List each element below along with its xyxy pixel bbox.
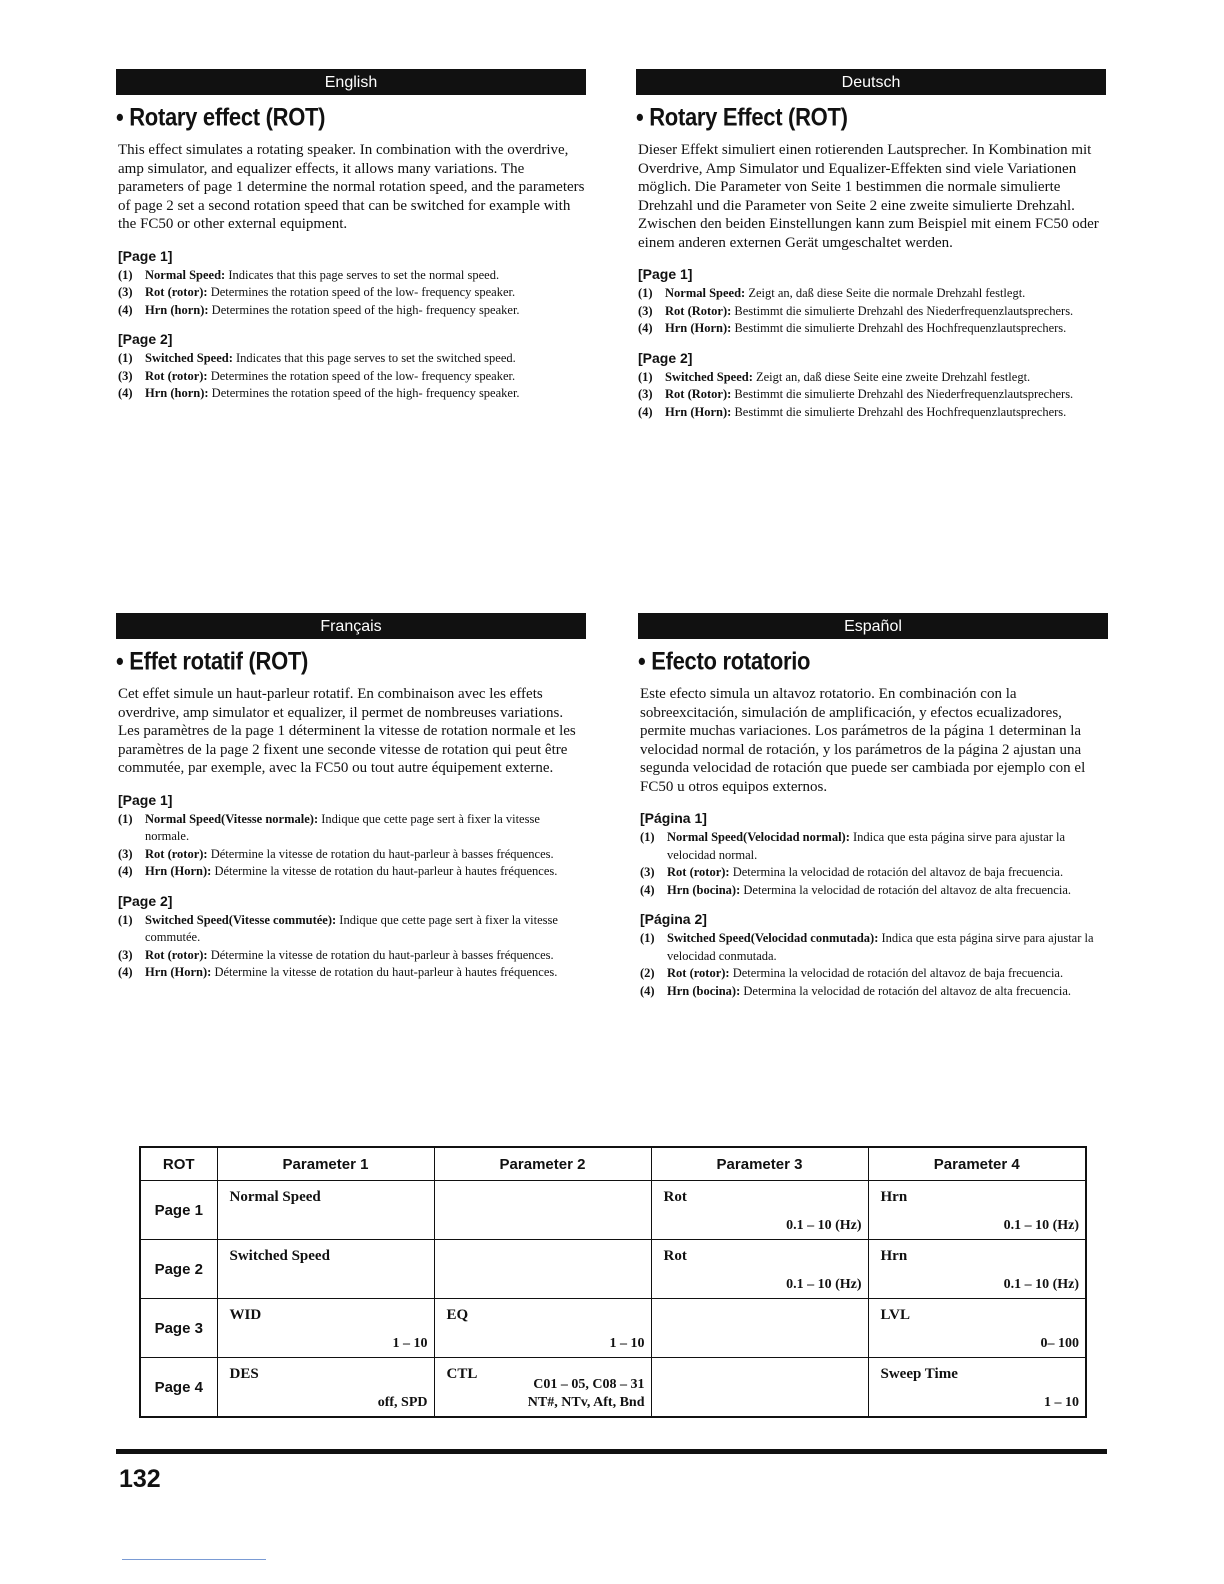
param-range: 0– 100 bbox=[1040, 1336, 1079, 1351]
item-text: Determines the rotation speed of the high- frequency speaker. bbox=[211, 302, 520, 317]
item-text: Indicates that this page serves to set the normal speed. bbox=[228, 267, 500, 282]
list-item bbox=[116, 302, 586, 320]
table-header-row bbox=[140, 1147, 1086, 1181]
item-term: Normal Speed: bbox=[665, 286, 746, 300]
param-name: Sweep Time bbox=[880, 1366, 958, 1382]
table-cell bbox=[217, 1299, 434, 1358]
param-range: 0.1 – 10 (Hz) bbox=[1003, 1218, 1079, 1233]
item-text: Determines the rotation speed of the low- frequency speaker. bbox=[210, 285, 516, 299]
language-bar: Français bbox=[116, 613, 586, 639]
item-term: Rot (Rotor): bbox=[665, 387, 732, 401]
intro-paragraph: Cet effet simule un haut-parleur rotatif. En combinaison avec les effets overdrive, amp simulator et equalizer, il permet de nombreuses variations. Les paramètres de la page 1 déterminent la vitesse de rotation normale et les paramètres de la page 2 fixent une seconde vitesse de rotation qui peut être commutée, par exemple, avec la FC50 ou tout autre équipement externe. bbox=[118, 686, 576, 776]
item-text: Zeigt an, daß diese Seite eine zweite Drehzahl festlegt. bbox=[755, 369, 1031, 384]
language-bar: Deutsch bbox=[636, 69, 1106, 95]
row-label: Page 3 bbox=[140, 1299, 217, 1358]
table-row bbox=[140, 1358, 1086, 1418]
item-term: Hrn (horn): bbox=[145, 386, 209, 400]
list-item bbox=[638, 965, 1108, 983]
item-term: Switched Speed(Velocidad conmutada): bbox=[667, 931, 879, 945]
item-text: Determines the rotation speed of the low- frequency speaker. bbox=[210, 368, 516, 383]
item-number: (4) bbox=[638, 404, 653, 419]
list-item bbox=[116, 811, 586, 846]
item-term: Rot (rotor): bbox=[145, 368, 208, 383]
table-cell bbox=[651, 1181, 868, 1240]
list-item bbox=[116, 284, 586, 302]
table-cell bbox=[434, 1181, 651, 1240]
list-item bbox=[116, 385, 586, 403]
page2-items bbox=[116, 912, 586, 982]
item-number: (4) bbox=[118, 965, 133, 979]
table-row bbox=[140, 1181, 1086, 1240]
item-text: Détermine la vitesse de rotation du haut-parleur à basses fréquences. bbox=[210, 846, 554, 861]
item-term: Normal Speed: bbox=[145, 267, 226, 282]
item-number: (4) bbox=[118, 386, 133, 400]
intro-paragraph: Dieser Effekt simuliert einen rotierenden Lautsprecher. In Kombination mit Overdrive, Amp Simulator und Equalizer-Effekten sind viele Variationen möglich. Die Parameter von Seite 1 bestimmen die normale simulierte Drehzahl und die Parameter von Seite 2 eine zweite simulierte Drehzahl. Zwischen den beiden Einstellungen kann zum Beispiel mit einem FC50 oder einem anderen externen Gerät umgeschaltet werden. bbox=[638, 142, 1099, 251]
item-term: Rot (rotor): bbox=[667, 966, 730, 980]
row-label: Page 2 bbox=[140, 1240, 217, 1299]
table-cell bbox=[868, 1240, 1086, 1299]
page1-heading: [Page 1] bbox=[118, 247, 173, 264]
section-title: • Efecto rotatorio bbox=[638, 647, 811, 675]
item-number: (1) bbox=[118, 912, 133, 927]
param-range: off, SPD bbox=[377, 1395, 428, 1410]
list-item bbox=[636, 303, 1106, 321]
item-text: Indica que esta página sirve para ajustar la velocidad conmutada. bbox=[667, 931, 1094, 963]
francais-section bbox=[116, 613, 586, 994]
page2-heading: [Page 2] bbox=[118, 892, 173, 909]
item-number: (3) bbox=[638, 387, 653, 401]
list-item bbox=[636, 386, 1106, 404]
table-cell bbox=[868, 1358, 1086, 1418]
table-cell bbox=[651, 1358, 868, 1418]
table-cell bbox=[434, 1358, 651, 1418]
list-item bbox=[636, 404, 1106, 422]
item-number: (4) bbox=[118, 864, 133, 878]
section-title: • Rotary Effect (ROT) bbox=[636, 103, 848, 131]
list-item bbox=[636, 320, 1106, 338]
list-item bbox=[116, 863, 586, 881]
footer-rule bbox=[116, 1449, 1107, 1454]
item-text: Détermine la vitesse de rotation du haut-parleur à basses fréquences. bbox=[210, 947, 554, 962]
intro-paragraph: Este efecto simula un altavoz rotatorio. En combinación con la sobreexcitación, simulación de amplificación, y efectos ecualizadores, permite muchas variaciones. Los parámetros de la página 1 determinan la velocidad normal de rotación, y los parámetros de la página 2 ajustan una segunda velocidad de rotación que puede ser cambiada por ejemplo con el FC50 u otros equipos externos. bbox=[640, 686, 1086, 795]
table-cell bbox=[868, 1299, 1086, 1358]
column-header: Parameter 4 bbox=[868, 1147, 1086, 1181]
param-name: CTL bbox=[446, 1366, 478, 1382]
item-number: (1) bbox=[638, 286, 653, 300]
item-text: Determina la velocidad de rotación del altavoz de baja frecuencia. bbox=[732, 966, 1064, 980]
table-cell bbox=[434, 1240, 651, 1299]
item-term: Normal Speed(Velocidad normal): bbox=[667, 830, 850, 844]
section-title: • Rotary effect (ROT) bbox=[116, 103, 326, 131]
page-number: 132 bbox=[119, 1465, 161, 1493]
item-number: (3) bbox=[638, 303, 653, 318]
item-number: (3) bbox=[118, 846, 133, 861]
item-text: Indicates that this page serves to set the switched speed. bbox=[235, 351, 516, 365]
param-name: WID bbox=[229, 1307, 262, 1323]
page1-items bbox=[636, 285, 1106, 338]
item-text: Indique que cette page sert à fixer la vitesse normale. bbox=[145, 811, 540, 843]
list-item bbox=[116, 267, 586, 285]
item-term: Switched Speed(Vitesse commutée): bbox=[145, 912, 337, 927]
footer-line bbox=[122, 1559, 266, 1560]
item-text: Bestimmt die simulierte Drehzahl des Niederfrequenzlautsprechers. bbox=[734, 303, 1074, 318]
param-name: EQ bbox=[446, 1307, 469, 1323]
list-item bbox=[636, 369, 1106, 387]
param-range: 0.1 – 10 (Hz) bbox=[786, 1277, 862, 1292]
item-text: Determina la velocidad de rotación del altavoz de alta frecuencia. bbox=[743, 882, 1071, 897]
list-item bbox=[116, 947, 586, 965]
item-term: Hrn (bocina): bbox=[667, 983, 741, 998]
list-item bbox=[638, 829, 1108, 864]
item-term: Switched Speed: bbox=[665, 369, 753, 384]
item-text: Determina la velocidad de rotación del altavoz de alta frecuencia. bbox=[743, 983, 1071, 998]
table-cell bbox=[434, 1299, 651, 1358]
list-item bbox=[638, 882, 1108, 900]
item-number: (4) bbox=[640, 882, 655, 897]
item-term: Hrn (horn): bbox=[145, 302, 209, 317]
item-term: Hrn (Horn): bbox=[145, 864, 212, 878]
list-item bbox=[638, 864, 1108, 882]
param-name: LVL bbox=[880, 1307, 910, 1323]
item-term: Hrn (Horn): bbox=[145, 965, 212, 979]
item-number: (3) bbox=[640, 865, 655, 879]
item-term: Rot (Rotor): bbox=[665, 303, 732, 318]
intro-paragraph: This effect simulates a rotating speaker. In combination with the overdrive, amp simulator, and equalizer effects, it allows many variations. The parameters of page 1 determine the normal rotation speed, and the parameters of page 2 set a second rotation speed that can be switched for example with the FC50 or other external equipment. bbox=[118, 142, 585, 232]
param-name: DES bbox=[229, 1366, 259, 1382]
english-section bbox=[116, 69, 586, 415]
item-text: Bestimmt die simulierte Drehzahl des Hochfrequenzlautsprechers. bbox=[734, 321, 1067, 335]
param-range: 0.1 – 10 (Hz) bbox=[786, 1218, 862, 1233]
item-term: Rot (rotor): bbox=[667, 865, 730, 879]
param-name: Hrn bbox=[880, 1248, 908, 1264]
column-header: Parameter 3 bbox=[651, 1147, 868, 1181]
page1-heading: [Page 1] bbox=[638, 266, 693, 282]
column-header: ROT bbox=[140, 1147, 217, 1181]
list-item bbox=[116, 964, 586, 982]
item-text: Détermine la vitesse de rotation du haut-parleur à hautes fréquences. bbox=[214, 965, 558, 979]
param-range: 1 – 10 bbox=[1044, 1395, 1079, 1410]
item-number: (4) bbox=[640, 983, 655, 998]
param-range: 1 – 10 bbox=[609, 1336, 645, 1351]
param-name: Rot bbox=[663, 1248, 687, 1264]
espanol-section bbox=[638, 613, 1108, 1012]
param-name: Hrn bbox=[880, 1189, 908, 1205]
table-cell bbox=[217, 1358, 434, 1418]
item-number: (1) bbox=[640, 830, 655, 844]
table-cell bbox=[217, 1181, 434, 1240]
param-range: C01 – 05, C08 – 31 NT#, NTv, Aft, Bnd bbox=[527, 1377, 645, 1410]
item-number: (1) bbox=[638, 369, 653, 384]
page2-heading: [Page 2] bbox=[638, 349, 693, 366]
param-name: Switched Speed bbox=[229, 1248, 330, 1264]
item-number: (1) bbox=[118, 351, 133, 365]
table-row bbox=[140, 1240, 1086, 1299]
page2-heading: [Page 2] bbox=[118, 331, 173, 347]
param-range: 1 – 10 bbox=[392, 1336, 428, 1351]
item-number: (1) bbox=[640, 931, 655, 945]
table-cell bbox=[651, 1240, 868, 1299]
row-label: Page 1 bbox=[140, 1181, 217, 1240]
item-text: Indique que cette page sert à fixer la vitesse commutée. bbox=[145, 912, 558, 944]
language-bar: English bbox=[116, 69, 586, 95]
page1-items bbox=[116, 811, 586, 881]
item-number: (4) bbox=[118, 302, 133, 317]
language-bar: Español bbox=[638, 613, 1108, 639]
page1-heading: [Página 1] bbox=[640, 810, 707, 826]
page1-items bbox=[638, 829, 1108, 899]
item-term: Switched Speed: bbox=[145, 351, 233, 365]
list-item bbox=[638, 983, 1108, 1001]
item-term: Hrn (bocina): bbox=[667, 882, 741, 897]
item-number: (1) bbox=[118, 267, 133, 282]
table-cell bbox=[868, 1181, 1086, 1240]
parameter-table bbox=[139, 1146, 1087, 1418]
item-term: Normal Speed(Vitesse normale): bbox=[145, 811, 319, 826]
section-title: • Effet rotatif (ROT) bbox=[116, 647, 309, 675]
table-cell bbox=[217, 1240, 434, 1299]
item-number: (3) bbox=[118, 285, 133, 299]
item-number: (3) bbox=[118, 368, 133, 383]
list-item bbox=[116, 350, 586, 368]
page1-items bbox=[116, 267, 586, 320]
row-label: Page 4 bbox=[140, 1358, 217, 1418]
page1-heading: [Page 1] bbox=[118, 791, 173, 808]
page2-items bbox=[638, 930, 1108, 1000]
table-cell bbox=[651, 1299, 868, 1358]
item-text: Zeigt an, daß diese Seite die normale Drehzahl festlegt. bbox=[748, 286, 1026, 300]
column-header: Parameter 2 bbox=[434, 1147, 651, 1181]
column-header: Parameter 1 bbox=[217, 1147, 434, 1181]
item-term: Rot (rotor): bbox=[145, 947, 208, 962]
item-term: Hrn (Horn): bbox=[665, 321, 732, 335]
list-item bbox=[636, 285, 1106, 303]
deutsch-section bbox=[636, 69, 1106, 433]
list-item bbox=[638, 930, 1108, 965]
param-range: 0.1 – 10 (Hz) bbox=[1003, 1277, 1079, 1292]
list-item bbox=[116, 912, 586, 947]
page2-heading: [Página 2] bbox=[640, 911, 707, 927]
item-term: Rot (rotor): bbox=[145, 846, 208, 861]
item-text: Determina la velocidad de rotación del altavoz de baja frecuencia. bbox=[732, 865, 1064, 879]
list-item bbox=[116, 846, 586, 864]
item-number: (4) bbox=[638, 321, 653, 335]
param-name: Rot bbox=[663, 1189, 687, 1205]
page2-items bbox=[636, 369, 1106, 422]
item-text: Bestimmt die simulierte Drehzahl des Niederfrequenzlautsprechers. bbox=[734, 387, 1074, 401]
item-term: Hrn (Horn): bbox=[665, 404, 732, 419]
item-number: (3) bbox=[118, 947, 133, 962]
param-name: Normal Speed bbox=[229, 1189, 321, 1205]
item-text: Détermine la vitesse de rotation du haut-parleur à hautes fréquences. bbox=[214, 864, 558, 878]
item-text: Indica que esta página sirve para ajustar la velocidad normal. bbox=[667, 830, 1066, 862]
list-item bbox=[116, 368, 586, 386]
item-number: (2) bbox=[640, 966, 655, 980]
item-term: Rot (rotor): bbox=[145, 285, 208, 299]
table-row bbox=[140, 1299, 1086, 1358]
item-number: (1) bbox=[118, 811, 133, 826]
item-text: Determines the rotation speed of the high- frequency speaker. bbox=[211, 386, 520, 400]
page2-items bbox=[116, 350, 586, 403]
item-text: Bestimmt die simulierte Drehzahl des Hochfrequenzlautsprechers. bbox=[734, 404, 1067, 419]
